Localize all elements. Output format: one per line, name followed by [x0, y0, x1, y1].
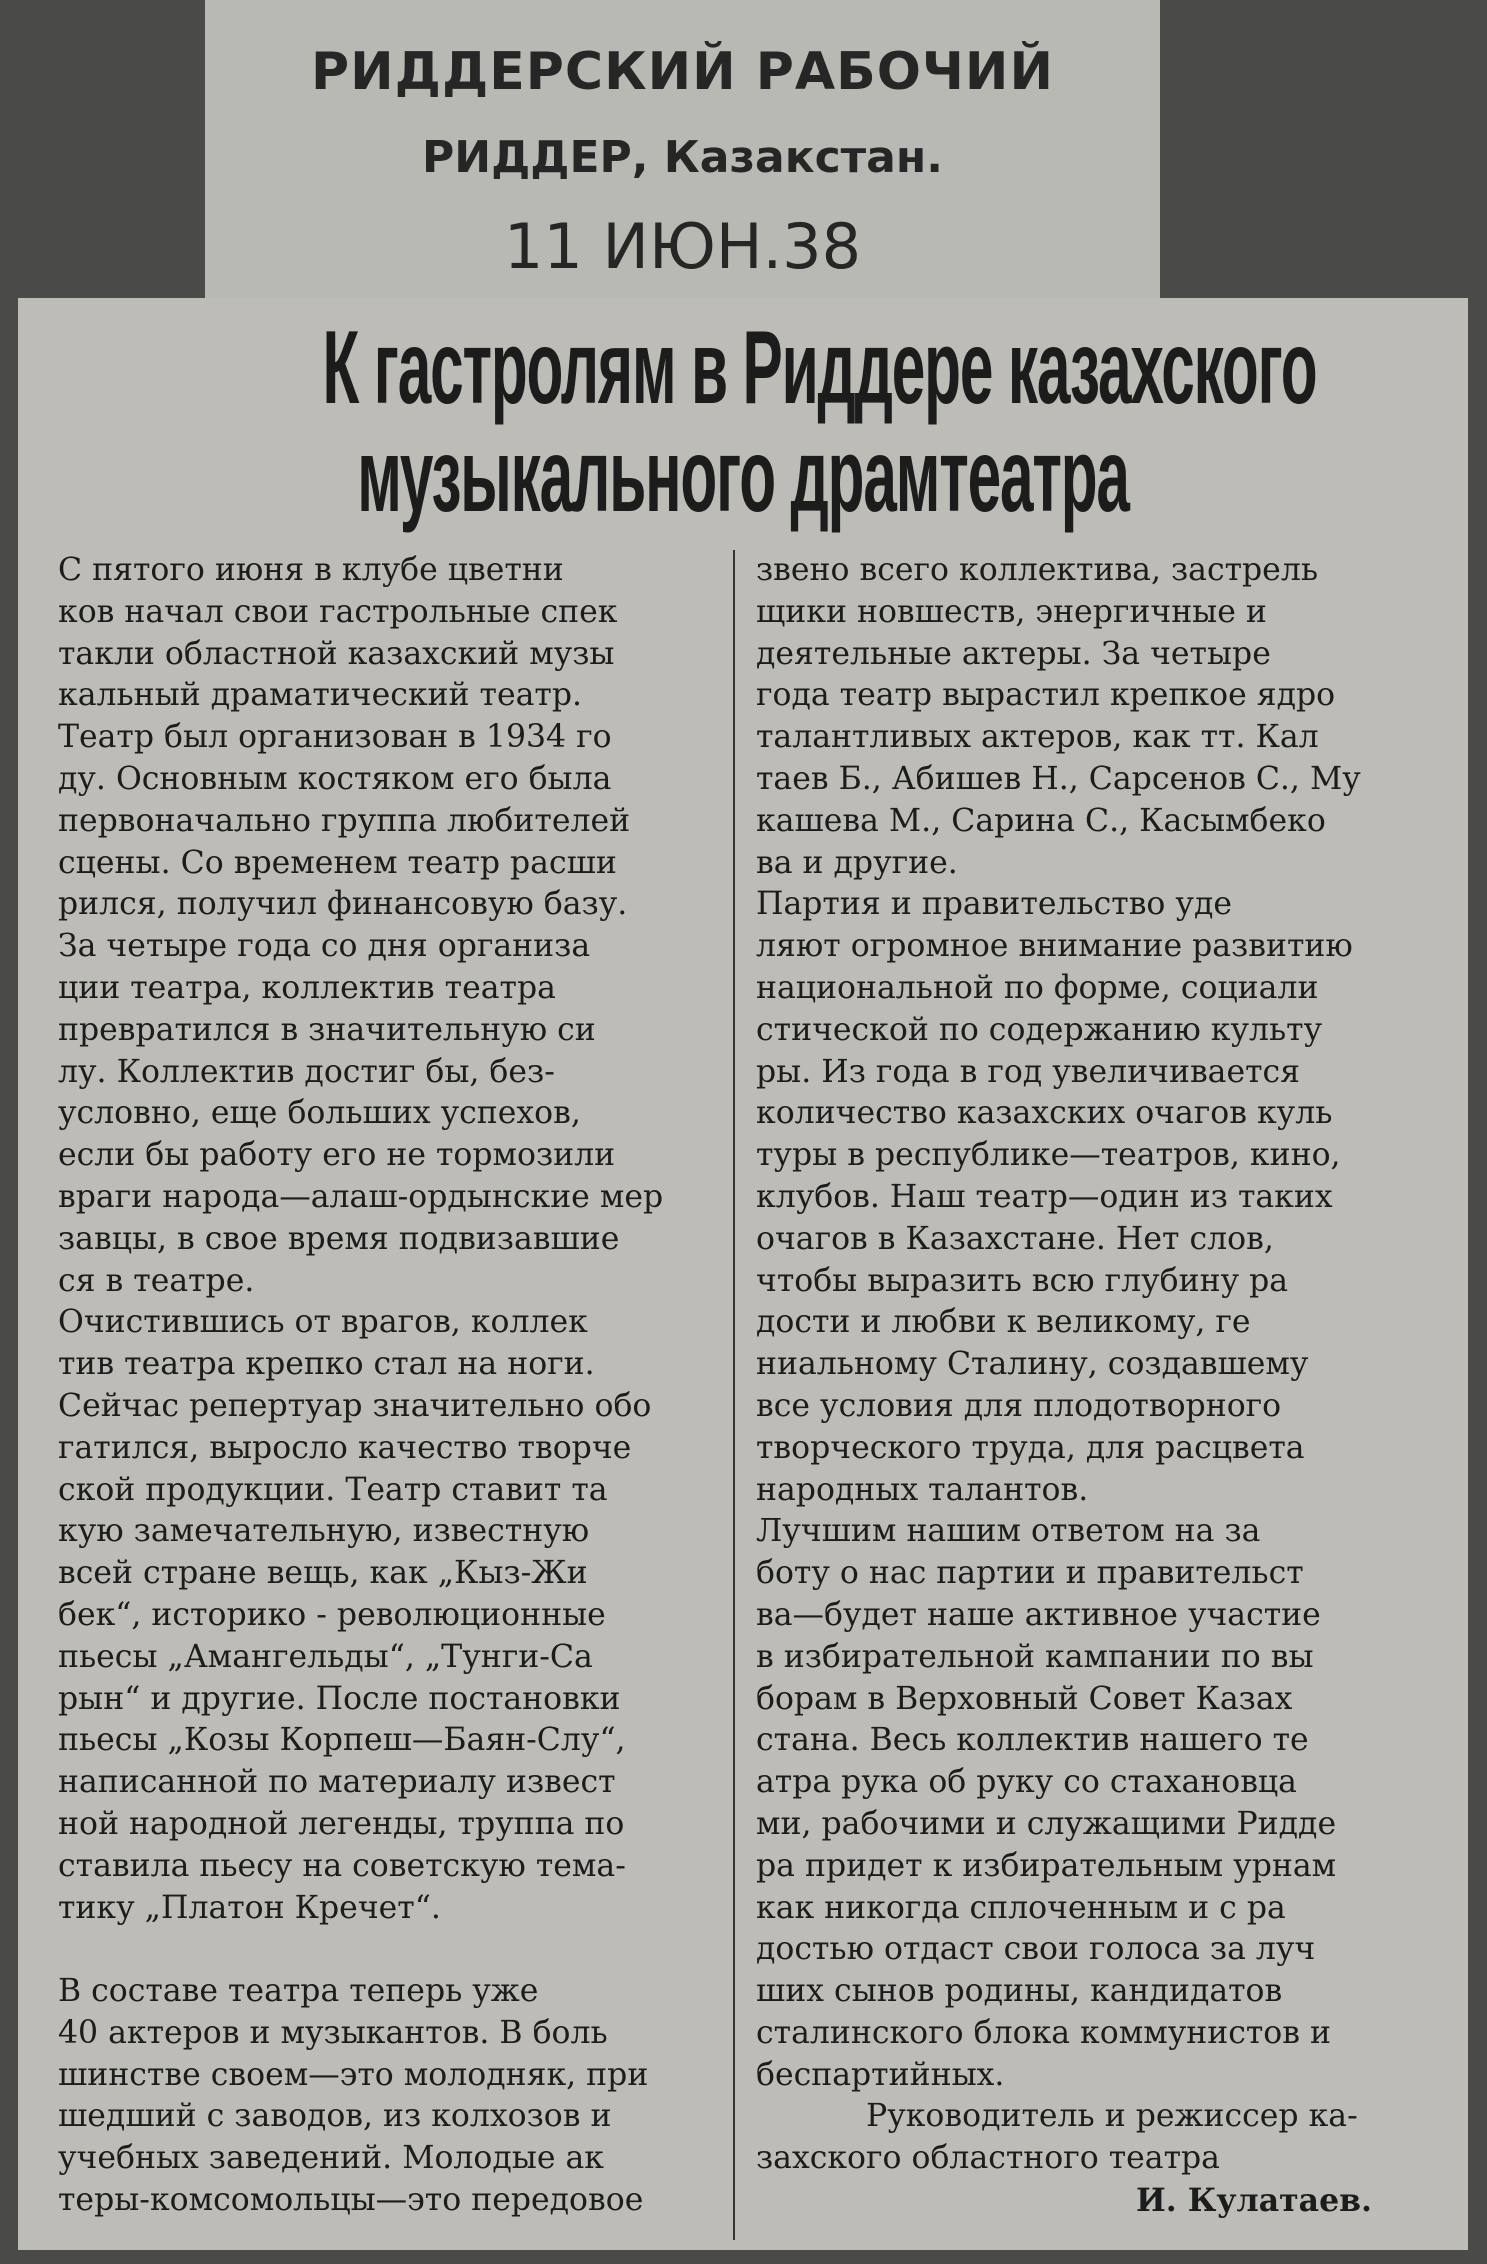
- text-line: ва—будет наше активное участие: [756, 1596, 1321, 1633]
- text-line: учебных заведений. Молодые ак: [58, 2140, 604, 2177]
- text-line: завцы, в свое время подвизавшие: [58, 1220, 620, 1257]
- text-line: стана. Весь коллектив нашего те: [756, 1722, 1309, 1759]
- text-line: ми, рабочими и служащими Ридде: [756, 1805, 1337, 1842]
- text-line: написанной по материалу извест: [58, 1764, 616, 1801]
- text-line: ду. Основным костяком его была: [58, 760, 612, 797]
- headline-line-2: музыкального драмтеатра: [357, 418, 1129, 534]
- text-line: тив театра крепко стал на ноги.: [58, 1346, 595, 1383]
- text-line: Сейчас репертуар значительно обо: [58, 1387, 652, 1424]
- text-line: ляют огромное внимание развитию: [756, 928, 1353, 965]
- text-line: ра придет к избирательным урнам: [756, 1847, 1337, 1884]
- text-line: Партия и правительство уде: [756, 886, 1232, 923]
- newspaper-name: РИДДЕРСКИЙ РАБОЧИЙ: [311, 42, 1054, 102]
- text-line: ва и другие.: [756, 844, 958, 881]
- text-line: борам в Верховный Совет Казах: [756, 1680, 1293, 1717]
- text-line: творческого труда, для расцвета: [756, 1429, 1305, 1466]
- text-line: атра рука об руку со стахановца: [756, 1764, 1297, 1801]
- text-line: беспартийных.: [756, 2056, 1005, 2093]
- text-line: всей стране вещь, как „Кыз-Жи: [58, 1555, 588, 1592]
- text-line: ших сынов родины, кандидатов: [756, 1973, 1283, 2010]
- text-line: рын“ и другие. После постановки: [58, 1680, 621, 1717]
- text-line: [58, 1929, 718, 1971]
- text-line: кальный драматический театр.: [58, 677, 582, 714]
- text-line: пьесы „Амангельды“, „Тунги-Са: [58, 1638, 593, 1675]
- text-line: бек“, историко - революционные: [58, 1596, 606, 1633]
- signature-title-1: Руководитель и режиссер ка-: [866, 2098, 1358, 2135]
- stamp-date: 11 ИЮН.38: [503, 210, 862, 283]
- text-line: лу. Коллектив достиг бы, без-: [58, 1053, 555, 1090]
- text-line: все условия для плодотворного: [756, 1387, 1282, 1424]
- text-line: очагов в Казахстане. Нет слов,: [756, 1220, 1274, 1257]
- newspaper-clipping: [18, 298, 1468, 2250]
- text-line: первоначально группа любителей: [58, 802, 631, 839]
- text-line: ры. Из года в год увеличивается: [756, 1053, 1301, 1090]
- text-line: ся в театре.: [58, 1262, 255, 1299]
- text-line: талантливых актеров, как тт. Кал: [756, 719, 1319, 756]
- text-line: В составе театра теперь уже: [58, 1973, 539, 2010]
- text-line: Театр был организован в 1934 го: [58, 719, 612, 756]
- newspaper-city: РИДДЕР, Казакстан.: [422, 132, 943, 183]
- text-line: звено всего коллектива, застрель: [756, 552, 1318, 588]
- text-line: ции театра, коллектив театра: [58, 969, 556, 1006]
- text-line: шинстве своем—это молодняк, при: [58, 2056, 649, 2093]
- text-line: года театр вырастил крепкое ядро: [756, 677, 1336, 714]
- text-line: кую замечательную, известную: [58, 1513, 590, 1550]
- text-line: 40 актеров и музыкантов. В боль: [58, 2014, 608, 2051]
- text-line: в избирательной кампании по вы: [756, 1638, 1314, 1675]
- text-line: стической по содержанию культу: [756, 1011, 1323, 1048]
- text-line: туры в республике—театров, кино,: [756, 1137, 1341, 1174]
- text-line: За четыре года со дня организа: [58, 928, 591, 965]
- newspaper-stamp: [205, 0, 1160, 300]
- headline-line-1: К гастролям в Риддере казахского: [322, 310, 1317, 426]
- text-line: национальной по форме, социали: [756, 969, 1319, 1006]
- text-line: гатился, выросло качество творче: [58, 1429, 632, 1466]
- text-line: Очистившись от врагов, коллек: [58, 1304, 588, 1341]
- text-line: враги народа—алаш-ордынские мер: [58, 1178, 664, 1215]
- text-line: как никогда сплоченным и с ра: [756, 1889, 1286, 1926]
- text-line: щики новшеств, энергичные и: [756, 593, 1267, 630]
- text-line: ниальному Сталину, создавшему: [756, 1346, 1309, 1383]
- text-line: сталинского блока коммунистов и: [756, 2014, 1331, 2051]
- text-line: условно, еще больших успехов,: [58, 1095, 581, 1132]
- text-line: чтобы выразить всю глубину ра: [756, 1262, 1289, 1299]
- article-headline: [322, 310, 1317, 534]
- right-column-lines: [756, 550, 1416, 2096]
- text-line: количество казахских очагов куль: [756, 1095, 1333, 1132]
- article-author: И. Кулатаев.: [1136, 2182, 1372, 2220]
- text-line: пьесы „Козы Корпеш—Баян-Слу“,: [58, 1722, 626, 1759]
- text-line: превратился в значительную си: [58, 1011, 596, 1048]
- text-line: таев Б., Абишев Н., Сарсенов С., Му: [756, 760, 1361, 797]
- text-line: сцены. Со временем театр расши: [58, 844, 617, 881]
- text-line: ской продукции. Театр ставит та: [58, 1471, 608, 1508]
- text-line: тику „Платон Кречет“.: [58, 1889, 441, 1926]
- text-line: достью отдаст свои голоса за луч: [756, 1931, 1316, 1968]
- text-line: теры-комсомольцы—это передовое: [58, 2182, 644, 2219]
- text-line: если бы работу его не тормозили: [58, 1137, 616, 1174]
- text-line: такли областной казахский музы: [58, 635, 615, 672]
- text-line: рился, получил финансовую базу.: [58, 886, 628, 923]
- text-line: кашева М., Сарина С., Касымбеко: [756, 802, 1326, 839]
- text-line: ков начал свои гастрольные спек: [58, 593, 618, 630]
- text-line: дости и любви к великому, ге: [756, 1304, 1251, 1341]
- text-line: деятельные актеры. За четыре: [756, 635, 1271, 672]
- text-line: народных талантов.: [756, 1471, 1089, 1508]
- text-line: ставила пьесу на советскую тема-: [58, 1847, 626, 1884]
- column-divider: [733, 550, 735, 2240]
- article-column-right: [756, 550, 1416, 2222]
- text-line: С пятого июня в клубе цветни: [58, 552, 564, 588]
- text-line: ной народной легенды, труппа по: [58, 1805, 625, 1842]
- article-column-left: [58, 550, 718, 2222]
- text-line: клубов. Наш театр—один из таких: [756, 1178, 1333, 1215]
- text-line: Лучшим нашим ответом на за: [756, 1513, 1261, 1550]
- text-line: боту о нас партии и правительст: [756, 1555, 1304, 1592]
- signature-title-2: захского областного театра: [756, 2140, 1220, 2177]
- text-line: шедший с заводов, из колхозов и: [58, 2098, 612, 2135]
